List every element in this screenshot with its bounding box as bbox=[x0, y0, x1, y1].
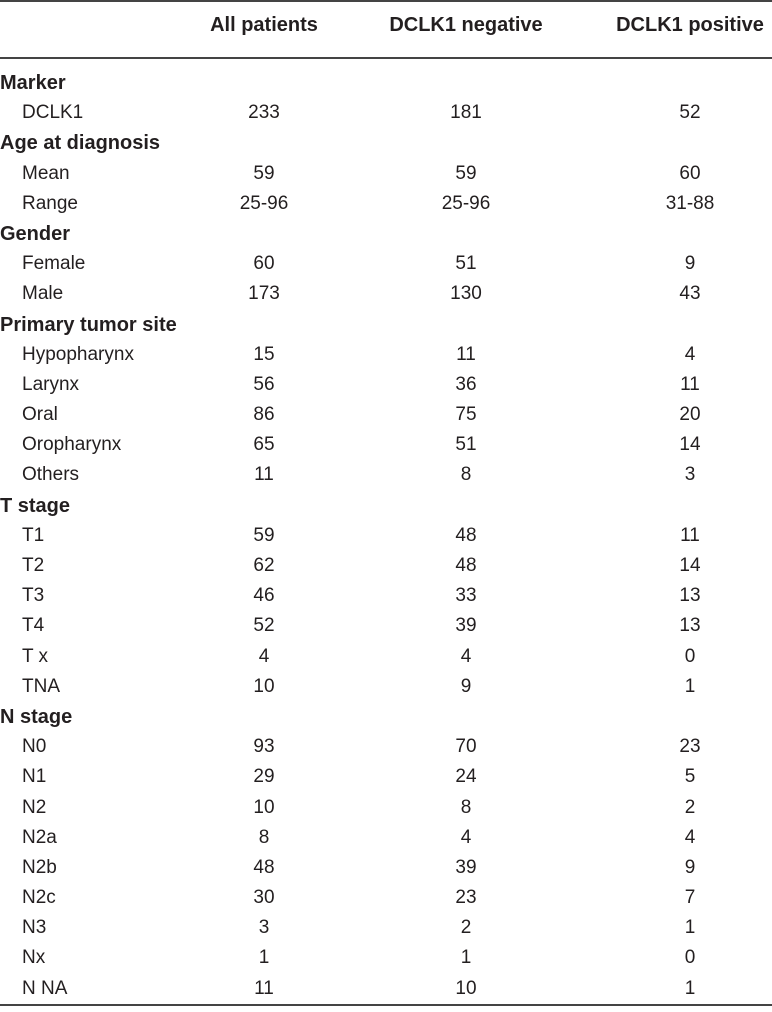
table-cell: 65 bbox=[253, 434, 275, 456]
row-label: Oropharynx bbox=[22, 434, 122, 456]
section-heading-row bbox=[0, 702, 772, 732]
table-cell: 52 bbox=[253, 615, 275, 637]
table-cell: 9 bbox=[684, 856, 696, 878]
table-cell: 3 bbox=[258, 917, 270, 939]
table-cell: 4 bbox=[460, 826, 472, 848]
header-all-patients: All patients bbox=[210, 14, 318, 36]
section-heading-row bbox=[0, 68, 772, 98]
row-label: N2c bbox=[22, 887, 56, 909]
table-cell: 10 bbox=[253, 675, 275, 697]
table-cell: 39 bbox=[455, 615, 477, 637]
table-cell: 9 bbox=[460, 675, 472, 697]
table-cell: 7 bbox=[684, 887, 696, 909]
table-cell: 11 bbox=[254, 977, 274, 999]
table-cell: 48 bbox=[455, 524, 477, 546]
table-cell: 29 bbox=[253, 766, 275, 788]
table-cell: 11 bbox=[680, 373, 700, 395]
table-row bbox=[0, 823, 772, 853]
section-heading: Age at diagnosis bbox=[0, 132, 161, 155]
table-cell: 10 bbox=[253, 796, 275, 818]
table-cell: 10 bbox=[455, 977, 477, 999]
table-cell: 9 bbox=[684, 253, 696, 275]
table-cell: 13 bbox=[679, 585, 701, 607]
table-header bbox=[0, 14, 772, 44]
row-label: T4 bbox=[22, 615, 45, 637]
table-cell: 8 bbox=[460, 796, 472, 818]
row-label: Female bbox=[22, 253, 86, 275]
row-label: Others bbox=[22, 464, 80, 486]
table-cell: 2 bbox=[460, 917, 472, 939]
row-label: T1 bbox=[22, 524, 45, 546]
table-cell: 4 bbox=[460, 645, 472, 667]
table-cell: 93 bbox=[253, 736, 275, 758]
table-cell: 15 bbox=[253, 343, 275, 365]
table-row bbox=[0, 521, 772, 551]
section-heading: Primary tumor site bbox=[0, 313, 177, 336]
table-cell: 70 bbox=[455, 736, 477, 758]
row-label: N NA bbox=[22, 977, 68, 999]
table-cell: 60 bbox=[679, 162, 701, 184]
table-row bbox=[0, 611, 772, 641]
row-label: N0 bbox=[22, 736, 47, 758]
table-row bbox=[0, 98, 772, 128]
top-rule bbox=[0, 0, 772, 2]
table-cell: 60 bbox=[253, 253, 275, 275]
table-cell: 33 bbox=[455, 585, 477, 607]
table-cell: 31-88 bbox=[665, 192, 715, 214]
table-cell: 3 bbox=[684, 464, 696, 486]
table-row bbox=[0, 340, 772, 370]
table-row bbox=[0, 189, 772, 219]
row-label: Range bbox=[22, 192, 78, 214]
section-heading-row bbox=[0, 310, 772, 340]
row-label: Nx bbox=[22, 947, 46, 969]
table-cell: 48 bbox=[253, 856, 275, 878]
table-cell: 25-96 bbox=[239, 192, 289, 214]
section-heading-row bbox=[0, 219, 772, 249]
table-cell: 43 bbox=[679, 283, 701, 305]
table-cell: 48 bbox=[455, 555, 477, 576]
table-cell: 59 bbox=[253, 162, 275, 184]
table-cell: 1 bbox=[258, 947, 270, 969]
table-row bbox=[0, 430, 772, 460]
section-heading: T stage bbox=[0, 494, 71, 517]
table-cell: 23 bbox=[679, 736, 701, 758]
table-cell: 8 bbox=[460, 464, 472, 486]
header-rule bbox=[0, 57, 772, 59]
table-row bbox=[0, 370, 772, 400]
table-cell: 24 bbox=[455, 766, 477, 788]
table-cell: 11 bbox=[680, 524, 700, 546]
table-row bbox=[0, 642, 772, 672]
row-label: Larynx bbox=[22, 373, 80, 395]
table-cell: 8 bbox=[258, 826, 270, 848]
section-heading: Marker bbox=[0, 72, 66, 94]
table-cell: 5 bbox=[684, 766, 696, 788]
table-cell: 75 bbox=[455, 404, 477, 426]
table-cell: 30 bbox=[253, 887, 275, 909]
table-cell: 25-96 bbox=[441, 192, 491, 214]
row-label: N2b bbox=[22, 856, 57, 878]
table-cell: 1 bbox=[684, 977, 696, 999]
table-cell: 59 bbox=[455, 162, 477, 184]
row-label: N2a bbox=[22, 826, 57, 848]
table-cell: 46 bbox=[253, 585, 275, 607]
row-label: Oral bbox=[22, 404, 58, 426]
row-label: Male bbox=[22, 283, 64, 305]
table-row bbox=[0, 581, 772, 611]
table-row bbox=[0, 943, 772, 973]
table-cell: 173 bbox=[248, 283, 280, 305]
header-dclk1-positive: DCLK1 positive bbox=[616, 14, 764, 36]
table-row bbox=[0, 460, 772, 490]
row-label: T3 bbox=[22, 585, 45, 607]
table-cell: 56 bbox=[253, 373, 275, 395]
table-cell: 62 bbox=[253, 555, 275, 576]
table-row bbox=[0, 793, 772, 823]
table-cell: 14 bbox=[679, 434, 701, 456]
table-cell: 0 bbox=[684, 645, 696, 667]
row-label: N1 bbox=[22, 766, 47, 788]
bottom-rule bbox=[0, 1004, 772, 1006]
table-cell: 14 bbox=[679, 555, 701, 576]
table-cell: 36 bbox=[455, 373, 477, 395]
header-dclk1-negative: DCLK1 negative bbox=[389, 14, 543, 36]
table-cell: 1 bbox=[460, 947, 472, 969]
table-cell: 1 bbox=[684, 675, 696, 697]
table-cell: 181 bbox=[450, 102, 482, 124]
table-cell: 51 bbox=[455, 253, 477, 275]
table-cell: 86 bbox=[253, 404, 275, 426]
table-row bbox=[0, 672, 772, 702]
table-cell: 11 bbox=[456, 343, 476, 365]
table-cell: 59 bbox=[253, 524, 275, 546]
table-cell: 2 bbox=[684, 796, 696, 818]
row-label: T x bbox=[22, 645, 49, 667]
table-cell: 4 bbox=[684, 343, 696, 365]
table-cell: 23 bbox=[455, 887, 477, 909]
section-heading-row bbox=[0, 491, 772, 521]
table-row bbox=[0, 974, 772, 1004]
row-label: Mean bbox=[22, 162, 70, 184]
row-label: T2 bbox=[22, 555, 45, 576]
table-cell: 0 bbox=[684, 947, 696, 969]
row-label: TNA bbox=[22, 675, 60, 697]
table-row bbox=[0, 762, 772, 792]
table-cell: 20 bbox=[679, 404, 701, 426]
table-cell: 52 bbox=[679, 102, 701, 124]
table-row bbox=[0, 551, 772, 581]
table-body bbox=[0, 68, 772, 1004]
table-row bbox=[0, 883, 772, 913]
table-cell: 4 bbox=[684, 826, 696, 848]
row-label: N3 bbox=[22, 917, 47, 939]
section-heading: Gender bbox=[0, 222, 71, 245]
table-row bbox=[0, 400, 772, 430]
table-cell: 13 bbox=[679, 615, 701, 637]
table-cell: 4 bbox=[258, 645, 270, 667]
table-row bbox=[0, 913, 772, 943]
table-row bbox=[0, 159, 772, 189]
table-cell: 51 bbox=[455, 434, 477, 456]
section-heading: N stage bbox=[0, 705, 73, 728]
table-cell: 233 bbox=[248, 102, 280, 124]
table-row bbox=[0, 279, 772, 309]
row-label: N2 bbox=[22, 796, 47, 818]
row-label: DCLK1 bbox=[22, 102, 84, 124]
table-cell: 130 bbox=[450, 283, 482, 305]
table-cell: 11 bbox=[254, 464, 274, 486]
section-heading-row bbox=[0, 128, 772, 158]
table-cell: 39 bbox=[455, 856, 477, 878]
table-row bbox=[0, 732, 772, 762]
table-cell: 1 bbox=[684, 917, 696, 939]
table-row bbox=[0, 853, 772, 883]
table-row bbox=[0, 249, 772, 279]
row-label: Hypopharynx bbox=[22, 343, 134, 365]
